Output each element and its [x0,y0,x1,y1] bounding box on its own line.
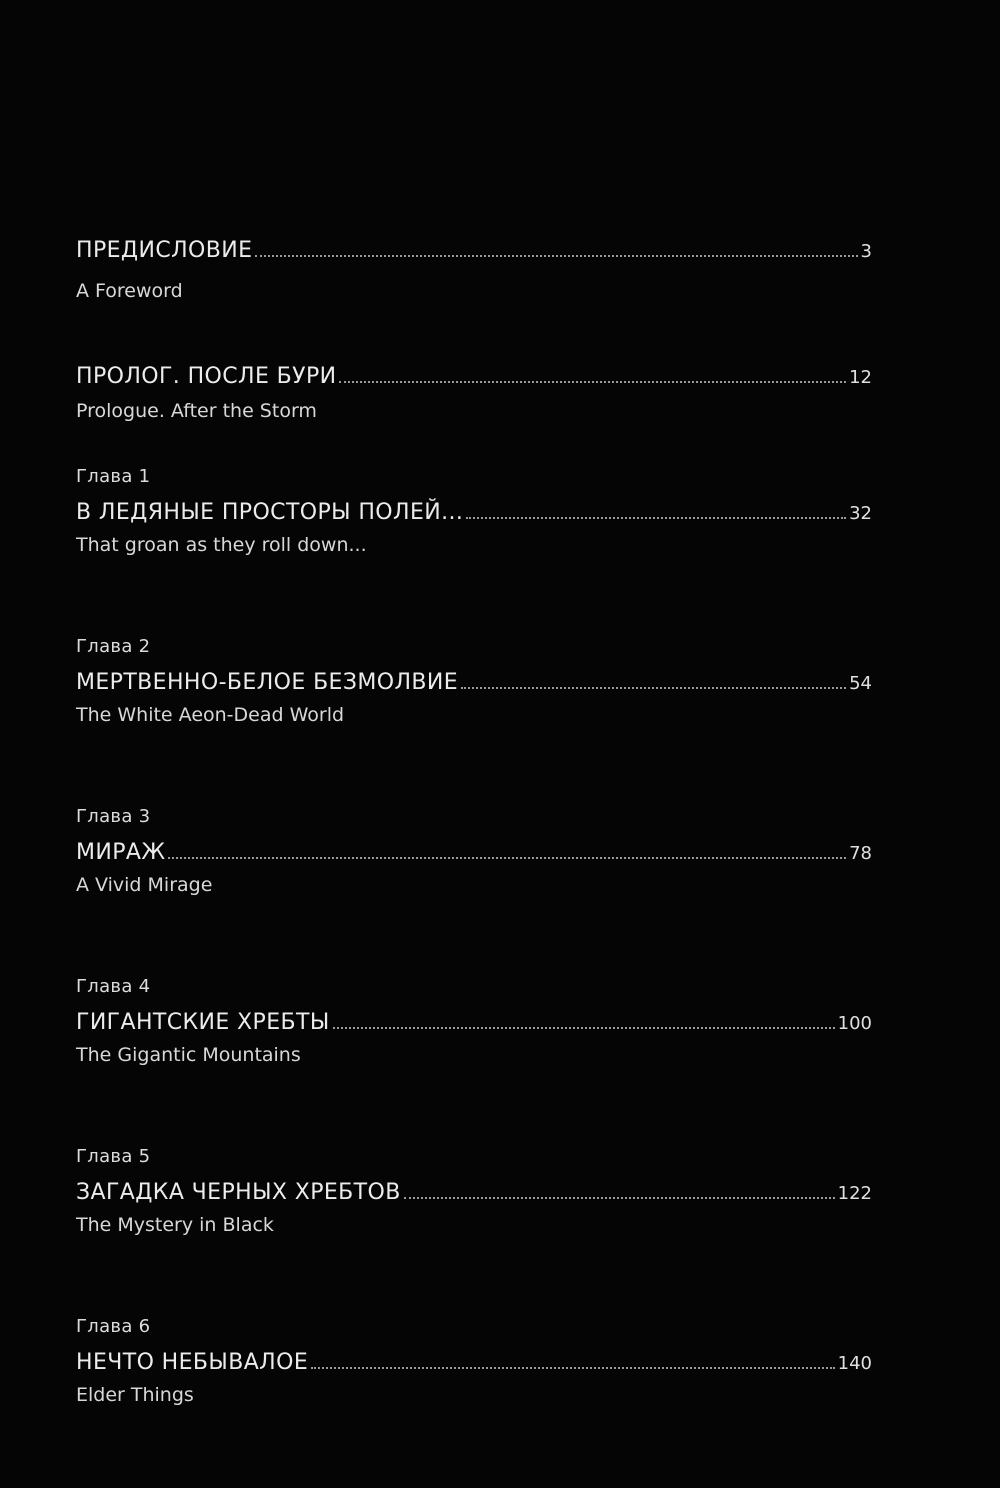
toc-subtitle: A Vivid Mirage [76,874,213,896]
toc-page-number: 3 [860,241,872,262]
chapter-label: Глава 3 [76,806,151,827]
toc-title-row [76,238,872,263]
dot-leader [255,255,857,257]
toc-title: МЕРТВЕННО-БЕЛОЕ БЕЗМОЛВИЕ [76,670,459,695]
toc-subtitle: Elder Things [76,1384,194,1406]
toc-page-number: 12 [849,367,872,388]
toc-title-row [76,1010,872,1035]
dot-leader [168,857,846,859]
toc-subtitle: The Gigantic Mountains [76,1044,301,1066]
toc-subtitle: A Foreword [76,280,183,302]
toc-title-row [76,1180,872,1205]
toc-title-row [76,670,872,695]
toc-page-number: 32 [849,503,872,524]
dot-leader [461,687,846,689]
toc-subtitle: Prologue. After the Storm [76,400,317,422]
toc-title-row [76,500,872,525]
toc-title: НЕЧТО НЕБЫВАЛОЕ [76,1350,309,1375]
dot-leader [311,1367,835,1369]
toc-subtitle: The Mystery in Black [76,1214,274,1236]
toc-page-number: 140 [837,1353,872,1374]
toc-page-number: 78 [849,843,872,864]
toc-subtitle: The White Aeon-Dead World [76,704,345,726]
toc-title: ЗАГАДКА ЧЕРНЫХ ХРЕБТОВ [76,1180,401,1205]
toc-subtitle: That groan as they roll down... [76,534,367,556]
toc-title: ПРОЛОГ. ПОСЛЕ БУРИ [76,364,337,389]
toc-title-row [76,364,872,389]
chapter-label: Глава 5 [76,1146,151,1167]
chapter-label: Глава 4 [76,976,151,997]
toc-title-row [76,840,872,865]
toc-page-number: 54 [849,673,872,694]
chapter-label: Глава 2 [76,636,151,657]
chapter-label: Глава 1 [76,466,151,487]
toc-title: МИРАЖ [76,840,166,865]
chapter-label: Глава 6 [76,1316,151,1337]
toc-title: В ЛЕДЯНЫЕ ПРОСТОРЫ ПОЛЕЙ... [76,500,464,525]
toc-title: ГИГАНТСКИЕ ХРЕБТЫ [76,1010,330,1035]
dot-leader [339,381,846,383]
toc-title-row [76,1350,872,1375]
dot-leader [404,1197,835,1199]
dot-leader [466,517,846,519]
toc-title: ПРЕДИСЛОВИЕ [76,238,253,263]
toc-page-number: 122 [837,1183,872,1204]
toc-page-number: 100 [837,1013,872,1034]
dot-leader [333,1027,835,1029]
